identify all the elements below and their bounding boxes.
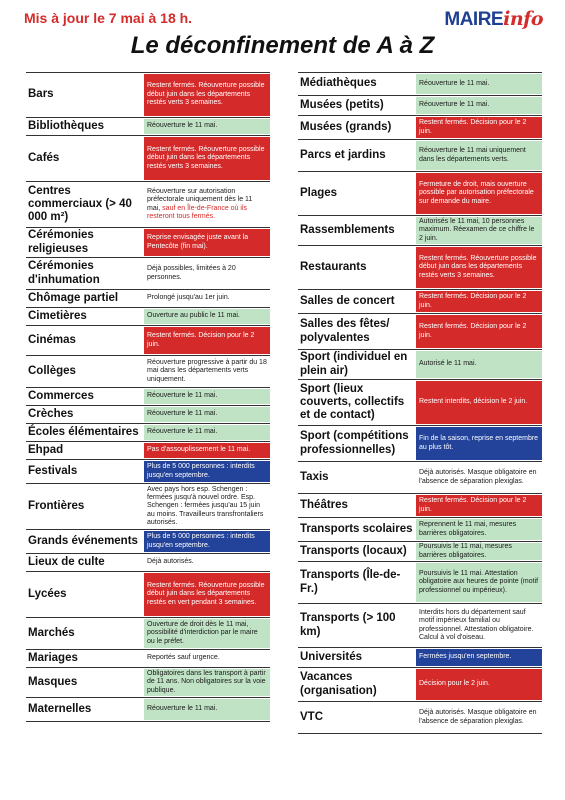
row-status xyxy=(144,555,270,570)
status-text: Déjà possibles, limitées à 20 personnes. xyxy=(147,265,236,281)
row-term: Transports scolaires xyxy=(300,522,413,535)
table-row xyxy=(26,308,270,326)
status-text: Fermeture de droit, mais ouverture possible par autorisation préfectorale sur demande du maire. xyxy=(419,180,534,205)
status-text: Restent fermés. Décision pour le 2 juin. xyxy=(419,323,527,339)
table-row xyxy=(298,172,542,216)
table-row xyxy=(298,426,542,462)
row-term: Lieux de culte xyxy=(28,555,105,568)
update-date: Mis à jour le 7 mai à 18 h. xyxy=(24,10,193,26)
row-term: Frontières xyxy=(28,499,85,512)
row-status xyxy=(144,389,270,404)
table-row xyxy=(26,326,270,356)
row-status xyxy=(144,74,270,116)
row-term: Lycées xyxy=(28,587,67,600)
table-row xyxy=(298,216,542,246)
row-term: Transports (Île-de-Fr.) xyxy=(300,569,401,595)
logo-accent-text: info xyxy=(503,8,543,30)
table-row xyxy=(26,258,270,290)
table-row xyxy=(26,406,270,424)
status-text: Obligatoires dans les transport à partir de 11 ans. Non obligatoires sur la voie publique. xyxy=(147,669,266,694)
row-term: Ehpad xyxy=(28,443,64,456)
status-text: Fin de la saison, reprise en septembre au plus tôt. xyxy=(419,435,539,451)
table-row xyxy=(298,72,542,96)
row-term: Restaurants xyxy=(300,260,367,273)
table-row xyxy=(298,350,542,380)
row-status xyxy=(416,543,542,560)
row-status xyxy=(144,485,270,528)
status-text: Restent fermés. Décision pour le 2 juin. xyxy=(147,332,255,348)
status-text: Déjà autorisés. Masque obligatoire en l'absence de séparation plexiglas. xyxy=(419,469,537,485)
table-row xyxy=(298,290,542,314)
table-row xyxy=(298,116,542,140)
right-column-table xyxy=(298,72,542,734)
row-status xyxy=(144,229,270,256)
logo-main-text: MAIRE xyxy=(444,9,504,30)
status-text: Fermées jusqu'en septembre. xyxy=(419,653,512,661)
left-column-table xyxy=(26,72,270,722)
table-row xyxy=(26,424,270,442)
row-term: Maternelles xyxy=(28,702,92,715)
table-row xyxy=(298,518,542,542)
row-status xyxy=(144,461,270,482)
table-row xyxy=(298,494,542,518)
status-text: Réouverture le 11 mai uniquement dans les départements verts. xyxy=(419,147,526,163)
table-row xyxy=(298,246,542,290)
status-text: Décision pour le 2 juin. xyxy=(419,680,490,688)
status-text: Réouverture le 11 mai. xyxy=(147,410,218,418)
row-term: Mariages xyxy=(28,651,78,664)
row-term: Musées (petits) xyxy=(300,98,384,111)
row-status xyxy=(144,119,270,134)
row-status xyxy=(144,531,270,552)
row-term: Théâtres xyxy=(300,498,348,511)
status-text: Ouverture de droit dès le 11 mai, possibilité d'interdiction par le maire ou le préfet. xyxy=(147,620,258,645)
row-term: Salles des fêtes/ polyvalentes xyxy=(300,318,390,344)
table-row xyxy=(298,604,542,648)
status-text: Reportés sauf urgence. xyxy=(147,654,220,662)
table-row xyxy=(26,460,270,484)
row-term: Salles de concert xyxy=(300,294,395,307)
status-text: Restent fermés. Réouverture possible début juin dans les départements restés verts 3 semaines. xyxy=(419,254,537,279)
row-status xyxy=(144,425,270,440)
row-term: Festivals xyxy=(28,464,78,477)
table-row xyxy=(26,554,270,572)
row-status xyxy=(416,74,542,94)
row-status xyxy=(416,669,542,700)
status-text: Réouverture le 11 mai. xyxy=(419,101,490,109)
table-row xyxy=(26,668,270,698)
maireinfo-logo xyxy=(444,8,543,31)
table-row xyxy=(298,648,542,668)
status-text: Reprennent le 11 mai, mesures barrières obligatoires. xyxy=(419,521,517,537)
row-term: Parcs et jardins xyxy=(300,148,386,161)
status-text: Déjà autorisés. Masque obligatoire en l'absence de séparation plexiglas. xyxy=(419,709,537,725)
row-status xyxy=(144,327,270,354)
row-status xyxy=(144,619,270,648)
row-term: Chômage partiel xyxy=(28,291,119,304)
status-text: Restent interdits, décision le 2 juin. xyxy=(419,398,528,406)
row-status xyxy=(416,495,542,516)
row-term: Crèches xyxy=(28,407,74,420)
row-term: Cérémonies d'inhumation xyxy=(28,260,100,286)
table-row xyxy=(26,698,270,722)
row-status xyxy=(416,217,542,244)
row-term: Sport (individuel en plein air) xyxy=(300,351,408,377)
row-status xyxy=(416,703,542,732)
row-term: Taxis xyxy=(300,470,329,483)
row-term: Grands événements xyxy=(28,534,138,547)
row-status xyxy=(144,291,270,306)
status-text: Restent fermés. Réouverture possible début juin dans les départements restés verts 3 semaines. xyxy=(147,145,265,170)
table-row xyxy=(26,484,270,530)
status-text: Plus de 5 000 personnes : interdits jusqu'en septembre. xyxy=(147,463,255,479)
table-row xyxy=(298,380,542,426)
table-row xyxy=(298,140,542,172)
status-text: Réouverture progressive à partir du 18 mai dans les départements verts uniquement. xyxy=(147,358,267,383)
row-term: Cimetières xyxy=(28,309,87,322)
status-text: Poursuivis le 11 mai. Attestation obligatoire aux heures de pointe (motif professionnel ou impérieux). xyxy=(419,569,539,594)
row-status xyxy=(416,97,542,114)
row-status xyxy=(416,315,542,348)
row-term: Sport (compétitions professionnelles) xyxy=(300,430,409,456)
table-row xyxy=(298,542,542,562)
page-title: Le déconfinement de A à Z xyxy=(130,32,435,59)
row-term: Cinémas xyxy=(28,333,76,346)
row-term: Bibliothèques xyxy=(28,119,105,132)
status-text: Restent fermés. Réouverture possible début juin dans les départements restés verts 3 semaines. xyxy=(147,82,265,107)
row-status xyxy=(416,351,542,378)
status-text: Autorisé le 11 mai. xyxy=(419,360,477,368)
row-status xyxy=(144,357,270,386)
table-row xyxy=(26,356,270,388)
table-row xyxy=(26,72,270,118)
row-status xyxy=(416,519,542,540)
row-status xyxy=(144,309,270,324)
row-status xyxy=(144,259,270,288)
status-text: Réouverture le 11 mai. xyxy=(147,705,218,713)
table-row xyxy=(26,182,270,228)
row-term: Bars xyxy=(28,88,54,101)
row-term: Vacances (organisation) xyxy=(300,671,377,697)
table-row xyxy=(26,650,270,668)
table-row xyxy=(26,618,270,650)
table-row xyxy=(26,290,270,308)
status-highlight-text: sauf en Île-de-France où ils resteront tous fermés. xyxy=(147,204,247,220)
table-row xyxy=(26,442,270,460)
status-text: Réouverture le 11 mai. xyxy=(147,392,218,400)
row-status xyxy=(144,651,270,666)
status-text: Réouverture le 11 mai. xyxy=(147,428,218,436)
row-status xyxy=(416,141,542,170)
table-row xyxy=(298,702,542,734)
row-term: Transports (> 100 km) xyxy=(300,612,396,638)
table-row xyxy=(298,314,542,350)
status-text: Restent fermés. Décision pour le 2 juin. xyxy=(419,119,527,135)
status-text: Interdits hors du département sauf motif impérieux familial ou professionnel. Attestation obligatoire. Calcul à vol d'oiseau. xyxy=(419,608,534,641)
row-term: VTC xyxy=(300,710,323,723)
row-status xyxy=(416,649,542,666)
table-row xyxy=(26,530,270,554)
row-status xyxy=(144,699,270,720)
row-term: Commerces xyxy=(28,389,94,402)
row-term: Musées (grands) xyxy=(300,120,392,133)
row-term: Centres commerciaux (> 40 000 m²) xyxy=(28,184,132,224)
status-text: Réouverture sur autorisation préfectorale uniquement dès le 11 mai, xyxy=(147,187,253,212)
table-row xyxy=(26,388,270,406)
table-row xyxy=(26,136,270,182)
row-term: Masques xyxy=(28,675,78,688)
status-text: Poursuivis le 11 mai, mesures barrières obligatoires. xyxy=(419,543,512,559)
status-text: Restent fermés. Décision pour le 2 juin. xyxy=(419,293,527,309)
row-term: Transports (locaux) xyxy=(300,544,407,557)
table-row xyxy=(26,118,270,136)
row-status xyxy=(416,291,542,312)
status-text: Réouverture le 11 mai. xyxy=(147,122,218,130)
row-status xyxy=(416,247,542,288)
status-text: Autorisés le 11 mai, 10 personnes maximum. Réexamen de ce chiffre le 2 juin. xyxy=(419,217,535,242)
table-row xyxy=(298,562,542,604)
row-term: Cafés xyxy=(28,151,60,164)
status-text: Ouverture au public le 11 mai. xyxy=(147,312,240,320)
status-text: Restent fermés. Réouverture possible début juin dans les départements restés en vert pendant 3 semaines. xyxy=(147,581,265,606)
row-status xyxy=(144,183,270,226)
status-text: Avec pays hors esp. Schengen : fermées jusqu'à nouvel ordre. Esp. Schengen : fermées jusqu'au 15 juin au moins. Travailleurs transfrontaliers autorisés. xyxy=(147,485,264,527)
status-text: Restent fermés. Décision pour le 2 juin. xyxy=(419,497,527,513)
row-status xyxy=(144,669,270,696)
table-row xyxy=(26,572,270,618)
row-term: Médiathèques xyxy=(300,77,377,90)
row-status xyxy=(416,605,542,646)
row-status xyxy=(416,427,542,460)
status-text: Pas d'assouplissement le 11 mai. xyxy=(147,446,251,454)
row-term: Universités xyxy=(300,650,363,663)
row-status xyxy=(144,443,270,458)
table-row xyxy=(26,228,270,258)
row-status xyxy=(416,563,542,602)
row-term: Marchés xyxy=(28,626,75,639)
status-text: Réouverture le 11 mai. xyxy=(419,79,490,87)
table-row xyxy=(298,668,542,702)
row-status xyxy=(416,117,542,138)
row-term: Sport (lieux couverts, collectifs et de contact) xyxy=(300,382,405,422)
row-status xyxy=(416,381,542,424)
row-term: Cérémonies religieuses xyxy=(28,229,94,255)
row-status xyxy=(416,463,542,492)
status-text: Déjà autorisés. xyxy=(147,558,194,566)
row-term: Rassemblements xyxy=(300,223,395,236)
row-status xyxy=(144,573,270,616)
row-term: Plages xyxy=(300,186,338,199)
row-status xyxy=(416,173,542,214)
table-row xyxy=(298,96,542,116)
row-status xyxy=(144,137,270,180)
status-text: Plus de 5 000 personnes : interdits jusqu'en septembre. xyxy=(147,533,255,549)
status-text: Reprise envisagée juste avant la Pentecôte (fin mai). xyxy=(147,234,249,250)
row-term: Écoles élémentaires xyxy=(28,425,139,438)
row-term: Collèges xyxy=(28,364,76,377)
table-row xyxy=(298,462,542,494)
status-text: Prolongé jusqu'au 1er juin. xyxy=(147,294,230,302)
row-status xyxy=(144,407,270,422)
